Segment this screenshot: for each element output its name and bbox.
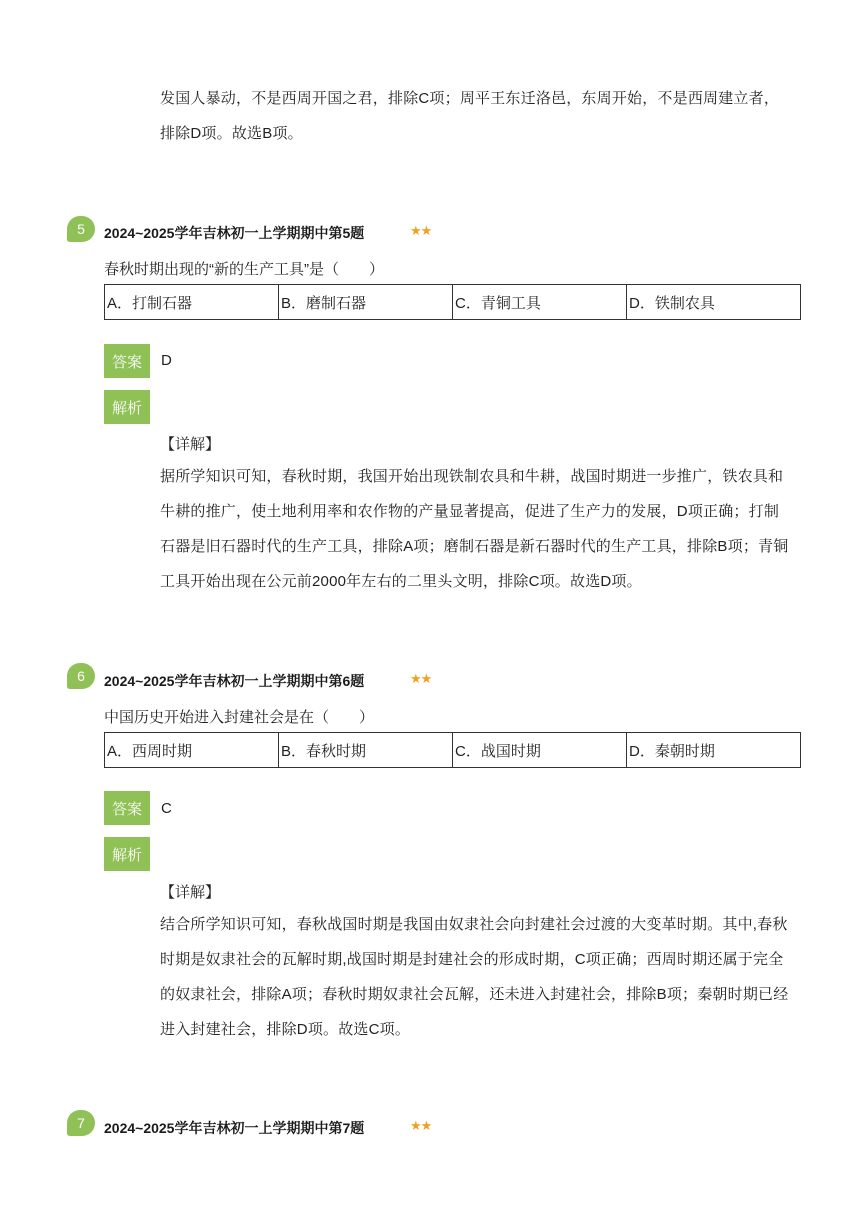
option-d[interactable]: D．秦朝时期 bbox=[629, 742, 715, 760]
option-c[interactable]: C．战国时期 bbox=[453, 733, 627, 767]
detail-heading: 【详解】 bbox=[160, 884, 221, 901]
answer-tag: 答案 bbox=[104, 344, 150, 378]
question-stem: 中国历史开始进入封建社会是在（ ） bbox=[104, 709, 375, 726]
detail-heading: 【详解】 bbox=[160, 436, 221, 453]
explanation-text: 结合所学知识可知，春秋战国时期是我国由奴隶社会向封建社会过渡的大变革时期。其中,春秋时期是奴隶社会的瓦解时期,战国时期是封建社会的形成时期，C项正确；西周时期还属于完全的奴隶社会，排除A项；春秋时期奴隶社会瓦解，还未进入封建社会，排除B项；秦朝时期已经进入封建社会，排除D项。故选C项。 bbox=[160, 916, 789, 1038]
question-source: 2024~2025学年吉林初一上学期期中第6题 bbox=[104, 673, 365, 689]
question-source: 2024~2025学年吉林初一上学期期中第5题 bbox=[104, 225, 365, 241]
answer-value: D bbox=[161, 352, 172, 369]
option-b[interactable]: B．春秋时期 bbox=[279, 733, 453, 767]
option-a[interactable]: A．西周时期 bbox=[105, 733, 279, 767]
difficulty-stars: ★★ bbox=[410, 223, 432, 238]
prev-explanation: 发国人暴动，不是西周开国之君，排除C项；周平王东迁洛邑，东周开始，不是西周建立者，排除D项。故选B项。 bbox=[160, 90, 780, 142]
question-number-badge: 5 bbox=[67, 216, 95, 242]
explanation-text: 据所学知识可知，春秋时期，我国开始出现铁制农具和牛耕，战国时期进一步推广，铁农具和牛耕的推广，使土地利用率和农作物的产量显著提高，促进了生产力的发展，D项正确；打制石器是旧石器时代的生产工具，排除A项；磨制石器是新石器时代的生产工具，排除B项；青铜工具开始出现在公元前2000年左右的二里头文明，排除C项。故选D项。 bbox=[160, 468, 789, 590]
question-source: 2024~2025学年吉林初一上学期期中第7题 bbox=[104, 1120, 365, 1136]
question-stem: 春秋时期出现的“新的生产工具”是（ ） bbox=[104, 261, 384, 278]
options-table bbox=[104, 732, 801, 768]
difficulty-stars: ★★ bbox=[410, 1118, 432, 1133]
option-d[interactable]: D．铁制农具 bbox=[629, 294, 715, 312]
option-b[interactable]: B．磨制石器 bbox=[279, 285, 453, 319]
answer-value: C bbox=[161, 800, 172, 817]
analysis-tag: 解析 bbox=[104, 837, 150, 871]
difficulty-stars: ★★ bbox=[410, 671, 432, 686]
analysis-tag: 解析 bbox=[104, 390, 150, 424]
question-number-badge: 6 bbox=[67, 663, 95, 689]
options-table bbox=[104, 284, 801, 320]
option-c[interactable]: C．青铜工具 bbox=[453, 285, 627, 319]
question-number-badge: 7 bbox=[67, 1110, 95, 1136]
option-a[interactable]: A．打制石器 bbox=[105, 285, 279, 319]
answer-tag: 答案 bbox=[104, 791, 150, 825]
